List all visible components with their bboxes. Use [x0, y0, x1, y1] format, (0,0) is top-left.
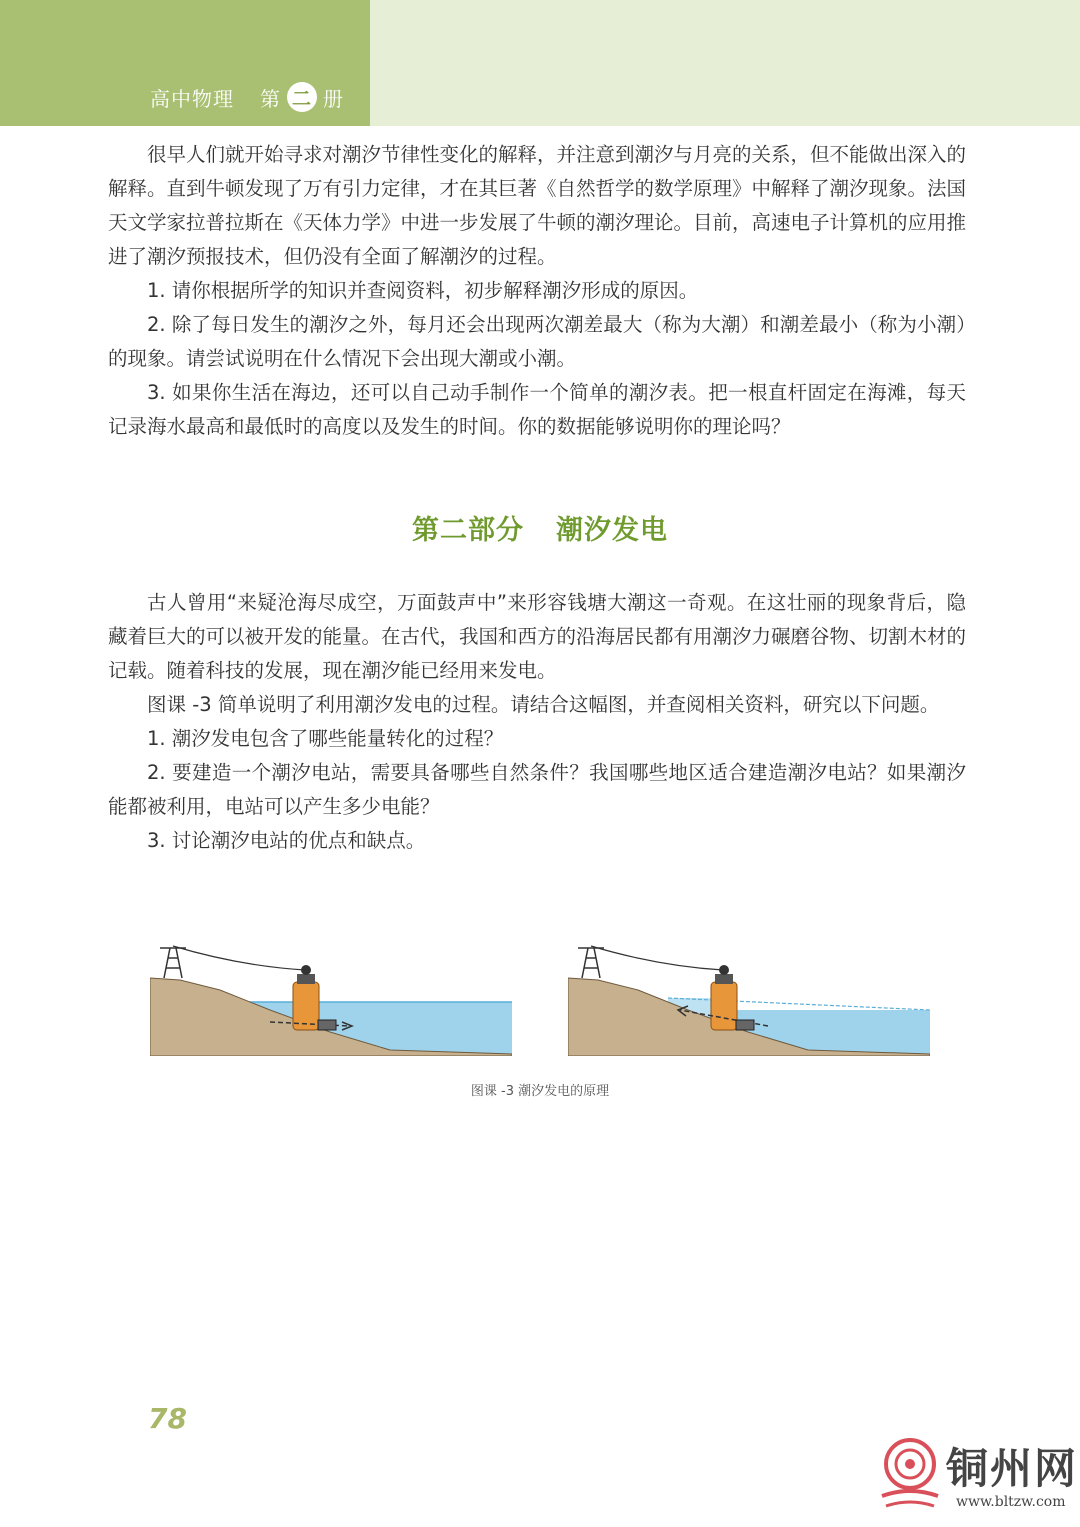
figure-caption: 图课 -3 潮汐发电的原理	[470, 1084, 610, 1099]
page-number: 78	[148, 1402, 187, 1435]
watermark-logo-icon	[878, 1432, 942, 1512]
question-item: 3. 讨论潮汐电站的优点和缺点。	[147, 829, 426, 852]
running-header	[150, 82, 344, 112]
paragraph: 古人曾用“来疑沧海尽成空，万面鼓声中”来形容钱塘大潮这一奇观。在这壮丽的现象背后，隐藏着巨大的可以被开发的能量。在古代，我国和西方的沿海居民都有用潮汐力碾磨谷物、切割木材的记载。随着科技的发展，现在潮汐能已经用来发电。	[108, 591, 967, 682]
section-heading	[0, 508, 1080, 547]
part1-text	[108, 138, 966, 444]
question-item: 1. 请你根据所学的知识并查阅资料，初步解释潮汐形成的原因。	[147, 279, 699, 302]
watermark-name: 铜州网	[946, 1444, 1079, 1493]
header-band-light	[370, 0, 1080, 126]
tidal-diagram-right	[568, 940, 930, 1056]
question-item: 2. 除了每日发生的潮汐之外，每月还会出现两次潮差最大（称为大潮）和潮差最小（称为小潮）的现象。请尝试说明在什么情况下会出现大潮或小潮。	[108, 313, 966, 370]
question-item: 1. 潮汐发电包含了哪些能量转化的过程？	[147, 727, 504, 750]
part2-text	[108, 586, 966, 858]
question-item: 3. 如果你生活在海边，还可以自己动手制作一个简单的潮汐表。把一根直杆固定在海滩，每天记录海水最高和最低时的高度以及发生的时间。你的数据能够说明你的理论吗？	[108, 381, 966, 438]
watermark-url: www.bltzw.com	[956, 1494, 1066, 1510]
volume-suffix: 册	[323, 86, 344, 111]
book-title: 高中物理	[150, 86, 234, 111]
section-title-text: 潮汐发电	[556, 515, 668, 546]
paragraph: 很早人们就开始寻求对潮汐节律性变化的解释，并注意到潮汐与月亮的关系，但不能做出深入的解释。直到牛顿发现了万有引力定律，才在其巨著《自然哲学的数学原理》中解释了潮汐现象。法国天文学家拉普拉斯在《天体力学》中进一步发展了牛顿的潮汐理论。目前，高速电子计算机的应用推进了潮汐预报技术，但仍没有全面了解潮汐的过程。	[108, 143, 967, 268]
volume-number-badge: 二	[287, 82, 317, 112]
section-part-label: 第二部分	[412, 515, 524, 546]
site-watermark	[878, 1432, 1078, 1522]
volume-prefix: 第	[260, 86, 281, 111]
paragraph: 图课 -3 简单说明了利用潮汐发电的过程。请结合这幅图，并查阅相关资料，研究以下问题。	[147, 693, 940, 716]
tidal-diagram-left	[150, 940, 512, 1056]
question-item: 2. 要建造一个潮汐电站，需要具备哪些自然条件？我国哪些地区适合建造潮汐电站？如果潮汐能都被利用，电站可以产生多少电能？	[108, 761, 966, 818]
